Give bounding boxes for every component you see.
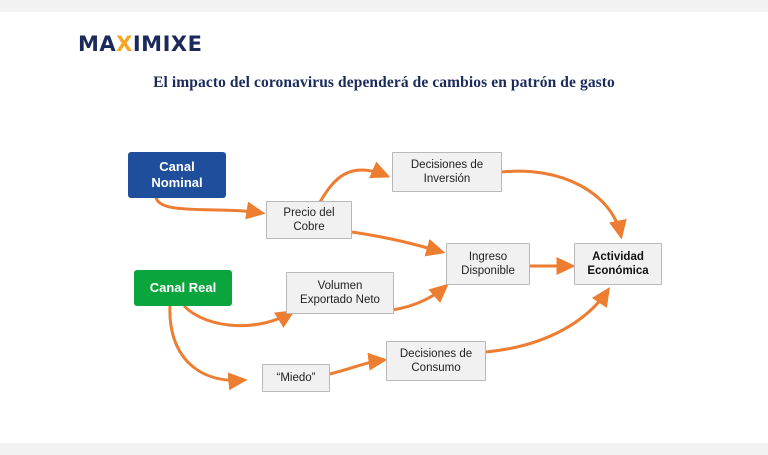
- letterbox-top: [0, 0, 768, 12]
- edge-nominal-precio: [156, 196, 262, 213]
- node-miedo[interactable]: [262, 364, 330, 392]
- edge-miedo-consumo: [330, 360, 384, 374]
- maximixe-logo: [78, 32, 202, 56]
- node-volumen-exportado-neto-line1: Volumen: [317, 279, 363, 292]
- edge-inversion-actividad: [502, 171, 621, 236]
- node-canal-real[interactable]: [134, 270, 232, 306]
- node-precio-cobre-line1: Precio del: [283, 206, 335, 219]
- node-canal-nominal-line1: Canal: [159, 159, 195, 175]
- edge-real-volumen: [184, 306, 292, 326]
- node-canal-nominal[interactable]: [128, 152, 226, 198]
- logo-text-before: MA: [78, 32, 117, 56]
- node-decisiones-consumo-line1: Decisiones de: [399, 347, 473, 360]
- logo-text-after: IMIXE: [132, 32, 203, 56]
- node-decisiones-consumo-line2: Consumo: [411, 362, 461, 374]
- node-ingreso-disponible-line2: Disponible: [461, 265, 515, 277]
- node-ingreso-disponible-line1: Ingreso: [468, 250, 508, 263]
- node-actividad-economica[interactable]: [574, 243, 662, 285]
- node-actividad-economica-line2: Económica: [587, 265, 649, 277]
- node-precio-cobre-line2: Cobre: [293, 221, 325, 233]
- node-canal-real-line1: Canal Real: [149, 280, 217, 296]
- node-decisiones-inversion-line2: Inversión: [423, 173, 471, 185]
- logo-accent-letter: X: [116, 32, 133, 56]
- node-decisiones-inversion-line1: Decisiones de: [410, 158, 484, 171]
- letterbox-bottom: [0, 443, 768, 455]
- edge-consumo-actividad: [486, 290, 608, 352]
- node-volumen-exportado-neto-line2: Exportado Neto: [300, 294, 380, 306]
- node-canal-nominal-line2: Nominal: [151, 175, 203, 190]
- edge-real-miedo: [170, 306, 244, 380]
- node-ingreso-disponible[interactable]: [446, 243, 530, 285]
- node-actividad-economica-line1: Actividad: [592, 250, 644, 263]
- edge-precio-inversion: [320, 170, 387, 202]
- node-decisiones-inversion[interactable]: [392, 152, 502, 192]
- node-decisiones-consumo[interactable]: [386, 341, 486, 381]
- edge-precio-ingreso: [352, 232, 442, 252]
- node-miedo-line1: “Miedo”: [276, 371, 316, 384]
- page-title: El impacto del coronavirus dependerá de cambios en patrón de gasto: [153, 74, 615, 91]
- node-volumen-exportado-neto[interactable]: [286, 272, 394, 314]
- node-precio-cobre[interactable]: [266, 201, 352, 239]
